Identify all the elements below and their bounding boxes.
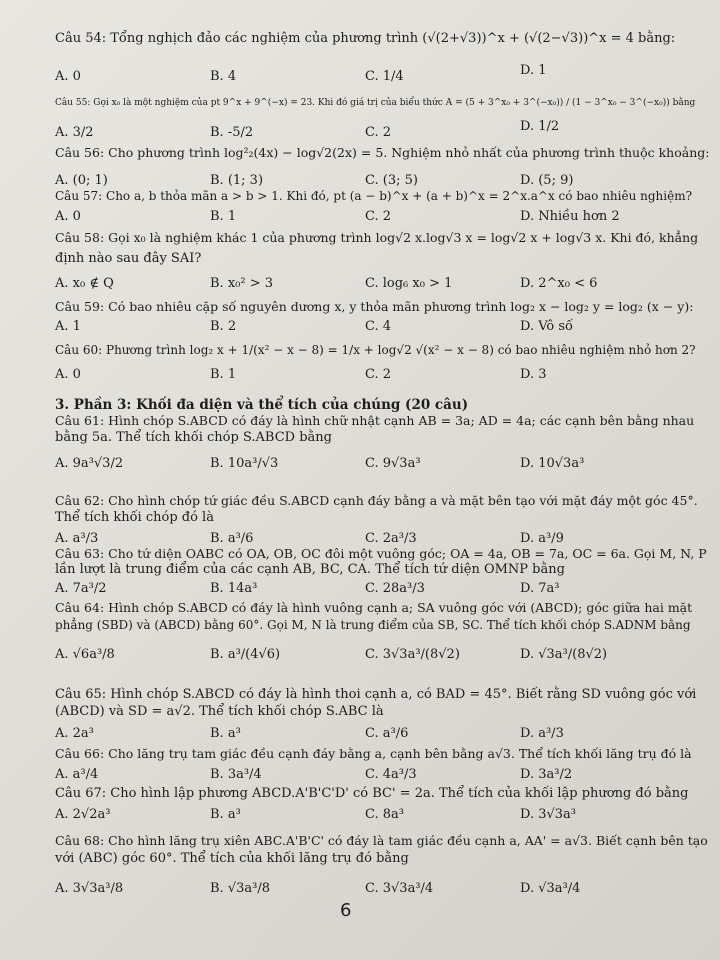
question-59-option-d: D. Vô số bbox=[520, 319, 574, 334]
question-66-option-a: A. a³/4 bbox=[55, 767, 99, 782]
question-65-option-d: D. a³/3 bbox=[520, 726, 564, 741]
question-55-option-d: D. 1/2 bbox=[520, 119, 560, 134]
question-62-option-c: C. 2a³/3 bbox=[365, 531, 417, 546]
question-64-line-2: phẳng (SBD) và (ABCD) bằng 60°. Gọi M, N là trung điểm của SB, SC. Thể tích khối chóp S.ADNM bằng bbox=[55, 618, 691, 632]
question-65-line-2: (ABCD) và SD = a√2. Thể tích khối chóp S.ABC là bbox=[55, 704, 384, 719]
question-67-option-b: B. a³ bbox=[210, 807, 241, 822]
question-60-option-c: C. 2 bbox=[365, 367, 392, 382]
question-68-option-c: C. 3√3a³/4 bbox=[365, 881, 434, 896]
question-61-line-2: bằng 5a. Thể tích khối chóp S.ABCD bằng bbox=[55, 430, 332, 445]
question-66-option-c: C. 4a³/3 bbox=[365, 767, 417, 782]
question-61-option-b: B. 10a³/√3 bbox=[210, 456, 279, 471]
question-58-line-1: Câu 58: Gọi x₀ là nghiệm khác 1 của phương trình log√2 x.log√3 x = log√2 x + log√3 x. Khi đó, khẳng bbox=[55, 230, 699, 245]
question-58-option-c: C. log₆ x₀ > 1 bbox=[365, 276, 453, 291]
question-54-option-a: A. 0 bbox=[55, 69, 81, 84]
question-64-option-b: B. a³/(4√6) bbox=[210, 647, 281, 662]
question-65-option-c: C. a³/6 bbox=[365, 726, 409, 741]
question-62-option-d: D. a³/9 bbox=[520, 531, 564, 546]
question-57-line-1: Câu 57: Cho a, b thỏa mãn a > b > 1. Khi đó, pt (a − b)^x + (a + b)^x = 2^x.a^x có bao nhiêu nghiệm? bbox=[55, 189, 693, 203]
question-56-line-1: Câu 56: Cho phương trình log²₂(4x) − log√2(2x) = 5. Nghiệm nhỏ nhất của phương trình thuộc khoảng: bbox=[55, 145, 710, 160]
question-61-option-a: A. 9a³√3/2 bbox=[55, 456, 124, 471]
question-63-option-a: A. 7a³/2 bbox=[55, 581, 107, 596]
question-56-option-a: A. (0; 1) bbox=[55, 173, 108, 188]
question-68-option-b: B. √3a³/8 bbox=[210, 881, 270, 896]
question-66-option-b: B. 3a³/4 bbox=[210, 767, 262, 782]
question-64-option-d: D. √3a³/(8√2) bbox=[520, 647, 608, 662]
question-58-option-a: A. x₀ ∉ Q bbox=[55, 276, 114, 291]
question-59-option-c: C. 4 bbox=[365, 319, 392, 334]
question-57-option-c: C. 2 bbox=[365, 209, 392, 224]
question-63-line-1: Câu 63: Cho tứ diện OABC có OA, OB, OC đôi một vuông góc; OA = 4a, OB = 7a, OC = 6a. Gọi M, N, P bbox=[55, 546, 707, 561]
question-61-option-d: D. 10√3a³ bbox=[520, 456, 585, 471]
section-3-heading: 3. Phần 3: Khối đa diện và thể tích của chúng (20 câu) bbox=[55, 397, 469, 413]
question-63-option-d: D. 7a³ bbox=[520, 581, 560, 596]
question-58-option-d: D. 2^x₀ < 6 bbox=[520, 276, 598, 291]
question-56-option-c: C. (3; 5) bbox=[365, 173, 418, 188]
question-58-line-2: định nào sau đây SAI? bbox=[55, 251, 202, 266]
question-63-line-2: lần lượt là trung điểm của các cạnh AB, BC, CA. Thể tích tứ diện OMNP bằng bbox=[55, 562, 565, 577]
question-55-line-1: Câu 55: Gọi x₀ là một nghiệm của pt 9^x + 9^(−x) = 23. Khi đó giá trị của biểu thức A = (5 + 3^x₀ + 3^(−x₀)) / (1 − 3^x₀ − 3^(−x₀)) bằng bbox=[55, 98, 696, 108]
question-59-line-1: Câu 59: Có bao nhiêu cặp số nguyên dương x, y thỏa mãn phương trình log₂ x − log₂ y = log₂ (x − y): bbox=[55, 299, 694, 314]
question-56-option-b: B. (1; 3) bbox=[210, 173, 264, 188]
question-66-option-d: D. 3a³/2 bbox=[520, 767, 573, 782]
question-62-option-a: A. a³/3 bbox=[55, 531, 99, 546]
page-number: 6 bbox=[340, 900, 352, 921]
question-62-line-1: Câu 62: Cho hình chóp tứ giác đều S.ABCD cạnh đáy bằng a và mặt bên tạo với mặt đáy một góc 45°. bbox=[55, 493, 698, 508]
question-58-option-b: B. x₀² > 3 bbox=[210, 276, 274, 291]
question-60-option-b: B. 1 bbox=[210, 367, 237, 382]
question-68-line-2: với (ABC) góc 60°. Thể tích của khối lăng trụ đó bằng bbox=[55, 851, 409, 866]
question-55-option-a: A. 3/2 bbox=[55, 125, 94, 140]
question-68-option-d: D. √3a³/4 bbox=[520, 881, 581, 896]
question-60-line-1: Câu 60: Phương trình log₂ x + 1/(x² − x − 8) = 1/x + log√2 √(x² − x − 8) có bao nhiêu nghiệm nhỏ hơn 2? bbox=[55, 343, 696, 357]
question-67-line-1: Câu 67: Cho hình lập phương ABCD.A'B'C'D' có BC' = 2a. Thể tích của khối lập phương đó bằng bbox=[55, 786, 689, 801]
question-67-option-a: A. 2√2a³ bbox=[55, 807, 111, 822]
question-60-option-a: A. 0 bbox=[55, 367, 81, 382]
question-56-option-d: D. (5; 9) bbox=[520, 173, 574, 188]
question-55-option-b: B. -5/2 bbox=[210, 125, 254, 140]
question-67-option-c: C. 8a³ bbox=[365, 807, 404, 822]
question-59-option-b: B. 2 bbox=[210, 319, 237, 334]
question-62-line-2: Thể tích khối chóp đó là bbox=[55, 510, 214, 525]
question-61-option-c: C. 9√3a³ bbox=[365, 456, 421, 471]
question-55-option-c: C. 2 bbox=[365, 125, 392, 140]
question-57-option-a: A. 0 bbox=[55, 209, 81, 224]
question-63-option-c: C. 28a³/3 bbox=[365, 581, 425, 596]
question-61-line-1: Câu 61: Hình chóp S.ABCD có đáy là hình chữ nhật cạnh AB = 3a; AD = 4a; các cạnh bên bằng nhau bbox=[55, 413, 695, 428]
question-68-line-1: Câu 68: Cho hình lăng trụ xiên ABC.A'B'C' có đáy là tam giác đều cạnh a, AA' = a√3. Biết cạnh bên tạo bbox=[55, 833, 708, 848]
question-65-option-b: B. a³ bbox=[210, 726, 241, 741]
question-64-option-c: C. 3√3a³/(8√2) bbox=[365, 647, 460, 662]
question-57-option-d: D. Nhiều hơn 2 bbox=[520, 209, 620, 224]
question-66-line-1: Câu 66: Cho lăng trụ tam giác đều cạnh đáy bằng a, cạnh bên bằng a√3. Thể tích khối lăng trụ đó là bbox=[55, 746, 692, 761]
question-59-option-a: A. 1 bbox=[55, 319, 81, 334]
question-57-option-b: B. 1 bbox=[210, 209, 237, 224]
question-62-option-b: B. a³/6 bbox=[210, 531, 254, 546]
question-68-option-a: A. 3√3a³/8 bbox=[55, 881, 124, 896]
question-64-option-a: A. √6a³/8 bbox=[55, 647, 115, 662]
question-64-line-1: Câu 64: Hình chóp S.ABCD có đáy là hình vuông cạnh a; SA vuông góc với (ABCD); góc giữa hai mặt bbox=[55, 600, 693, 615]
question-67-option-d: D. 3√3a³ bbox=[520, 807, 577, 822]
question-54-option-b: B. 4 bbox=[210, 69, 237, 84]
question-65-option-a: A. 2a³ bbox=[55, 726, 94, 741]
question-54-option-d: D. 1 bbox=[520, 63, 547, 78]
question-54-line-1: Câu 54: Tổng nghịch đảo các nghiệm của phương trình (√(2+√3))^x + (√(2−√3))^x = 4 bằng: bbox=[55, 31, 676, 46]
question-65-line-1: Câu 65: Hình chóp S.ABCD có đáy là hình thoi cạnh a, có BAD = 45°. Biết rằng SD vuông góc với bbox=[55, 687, 697, 702]
question-54-option-c: C. 1/4 bbox=[365, 69, 404, 84]
question-60-option-d: D. 3 bbox=[520, 367, 547, 382]
question-63-option-b: B. 14a³ bbox=[210, 581, 258, 596]
